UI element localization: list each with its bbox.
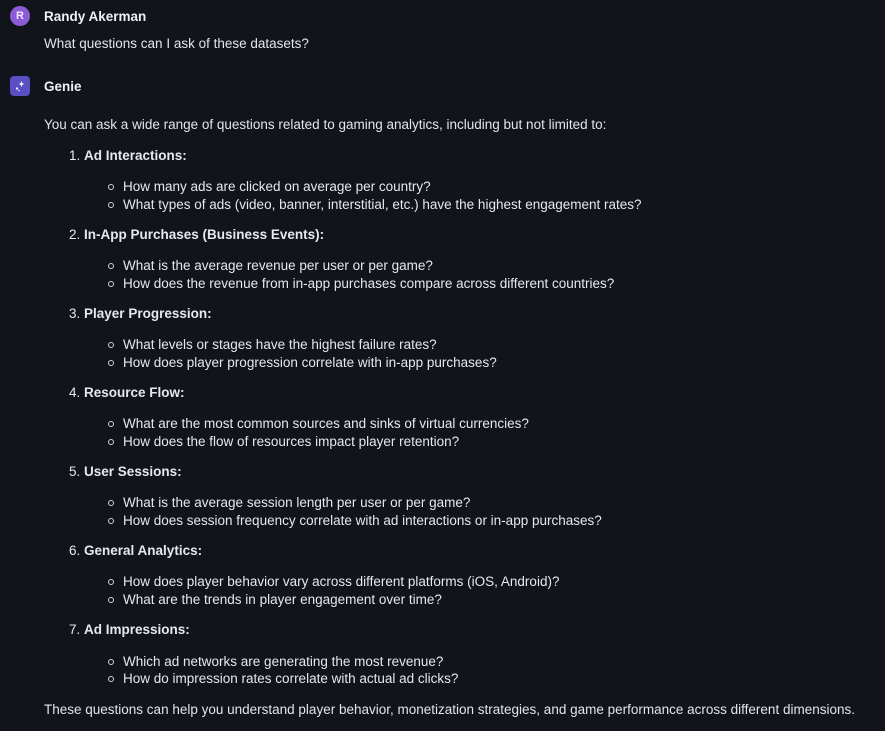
- list-item: [108, 434, 459, 449]
- section-title-general-analytics: [69, 543, 202, 558]
- section-title-player-progression: [69, 306, 212, 321]
- user-avatar-initial: R: [16, 10, 24, 22]
- bullet-text: What are the trends in player engagement over time?: [123, 592, 442, 607]
- bullet-text: How does player progression correlate with in-app purchases?: [123, 355, 497, 370]
- sparkle-icon: [14, 80, 26, 92]
- genie-conclusion-text: These questions can help you understand player behavior, monetization strategies, and game performance across different dimensions.: [44, 702, 855, 717]
- section-number: 1.: [69, 148, 81, 163]
- bullet-text: How does the revenue from in-app purchases compare across different countries?: [123, 276, 615, 291]
- section-number: 7.: [69, 622, 81, 637]
- bullet-icon: [108, 579, 114, 585]
- section-title-text: User Sessions:: [84, 464, 182, 479]
- bullet-icon: [108, 281, 114, 287]
- list-item: [108, 355, 497, 370]
- bullet-text: What is the average revenue per user or per game?: [123, 258, 433, 273]
- bullet-text: Which ad networks are generating the most revenue?: [123, 654, 444, 669]
- bullet-text: How many ads are clicked on average per country?: [123, 179, 431, 194]
- section-title-in-app-purchases: [69, 227, 324, 242]
- section-title-text: Ad Interactions:: [84, 148, 187, 163]
- section-title-user-sessions: [69, 464, 182, 479]
- bullet-icon: [108, 659, 114, 665]
- section-title-text: Ad Impressions:: [84, 622, 190, 637]
- section-number: 6.: [69, 543, 81, 558]
- list-item: [108, 276, 614, 291]
- list-item: [108, 513, 602, 528]
- section-title-text: Player Progression:: [84, 306, 212, 321]
- section-title-ad-impressions: [69, 622, 190, 637]
- section-title-text: In-App Purchases (Business Events):: [84, 227, 325, 242]
- bullet-text: How do impression rates correlate with actual ad clicks?: [123, 671, 459, 686]
- bullet-icon: [108, 597, 114, 603]
- user-avatar: [10, 6, 30, 26]
- bullet-text: What is the average session length per user or per game?: [123, 495, 471, 510]
- list-item: [108, 258, 433, 273]
- section-title-resource-flow: [69, 385, 185, 400]
- bullet-text: How does session frequency correlate with ad interactions or in-app purchases?: [123, 513, 602, 528]
- bullet-icon: [108, 500, 114, 506]
- bullet-text: How does player behavior vary across different platforms (iOS, Android)?: [123, 574, 560, 589]
- bullet-icon: [108, 263, 114, 269]
- list-item: [108, 179, 431, 194]
- genie-message-header: [10, 76, 82, 96]
- user-message-text: What questions can I ask of these datasets?: [44, 36, 309, 51]
- list-item: [108, 337, 437, 352]
- list-item: [108, 495, 470, 510]
- user-message-header: [10, 6, 146, 26]
- bullet-icon: [108, 421, 114, 427]
- bullet-icon: [108, 518, 114, 524]
- list-item: [108, 197, 642, 212]
- section-number: 4.: [69, 385, 81, 400]
- genie-avatar: [10, 76, 30, 96]
- bullet-icon: [108, 184, 114, 190]
- list-item: [108, 654, 443, 669]
- section-number: 2.: [69, 227, 81, 242]
- bullet-icon: [108, 360, 114, 366]
- section-number: 5.: [69, 464, 81, 479]
- bullet-text: What types of ads (video, banner, interstitial, etc.) have the highest engagement rates?: [123, 197, 642, 212]
- bullet-text: What levels or stages have the highest failure rates?: [123, 337, 437, 352]
- bullet-text: What are the most common sources and sinks of virtual currencies?: [123, 416, 529, 431]
- genie-intro-text: You can ask a wide range of questions related to gaming analytics, including but not limited to:: [44, 117, 607, 132]
- user-sender-name: Randy Akerman: [44, 8, 147, 24]
- bullet-text: How does the flow of resources impact player retention?: [123, 434, 460, 449]
- section-title-text: General Analytics:: [84, 543, 203, 558]
- genie-sender-name: Genie: [44, 78, 82, 94]
- bullet-icon: [108, 676, 114, 682]
- bullet-icon: [108, 202, 114, 208]
- section-title-ad-interactions: [69, 148, 187, 163]
- list-item: [108, 592, 442, 607]
- bullet-icon: [108, 342, 114, 348]
- section-number: 3.: [69, 306, 81, 321]
- list-item: [108, 671, 458, 686]
- bullet-icon: [108, 439, 114, 445]
- list-item: [108, 574, 559, 589]
- section-title-text: Resource Flow:: [84, 385, 185, 400]
- list-item: [108, 416, 529, 431]
